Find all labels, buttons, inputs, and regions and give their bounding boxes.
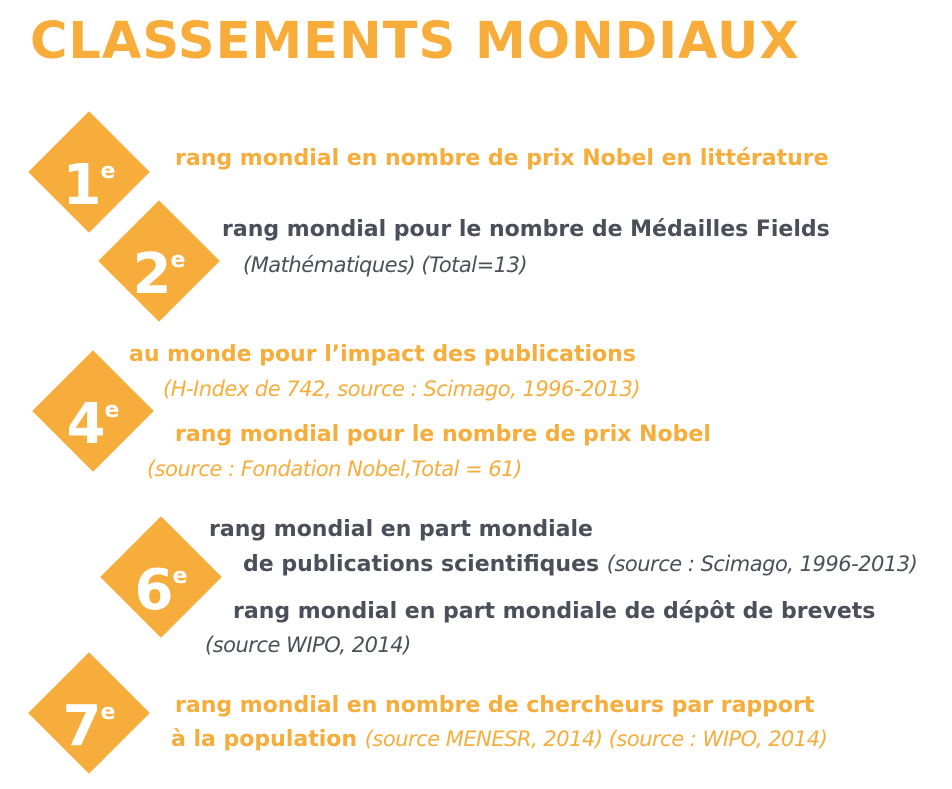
rank-4-line-3: rang mondial pour le nombre de prix Nobel (175, 422, 711, 447)
rank-4-diamond (32, 350, 154, 472)
rank-6-line-1: rang mondial en part mondiale (209, 517, 593, 542)
rank-7-diamond (28, 652, 150, 774)
rank-6-diamond (100, 516, 222, 638)
rank-4-line-4: (source : Fondation Nobel,Total = 61) (147, 457, 522, 481)
rank-6-line-2: de publications scientifiques (source : Scimago, 1996-2013) (243, 552, 918, 577)
rank-4-line-2: (H-Index de 742, source : Scimago, 1996-2013) (163, 377, 641, 401)
rank-number: 1e (62, 153, 116, 218)
rank-4-line-1: au monde pour l’impact des publications (129, 342, 636, 367)
rank-6-line-3: rang mondial en part mondiale de dépôt de brevets (233, 599, 876, 624)
rank-2-line-2: (Mathématiques) (Total=13) (243, 253, 528, 277)
rank-number: 4e (66, 392, 120, 457)
rank-number: 7e (62, 694, 116, 759)
rank-number: 2e (132, 242, 186, 307)
page-title: CLASSEMENTS MONDIAUX (30, 12, 800, 71)
rank-2-line-1: rang mondial pour le nombre de Médailles Fields (222, 217, 830, 242)
rank-7-line-1: rang mondial en nombre de chercheurs par rapport (175, 693, 815, 718)
rank-2-diamond (98, 200, 220, 322)
rank-1-line-1: rang mondial en nombre de prix Nobel en littérature (175, 146, 829, 171)
rank-6-line-4: (source WIPO, 2014) (205, 633, 411, 657)
rank-7-line-2: à la population (source MENESR, 2014) (source : WIPO, 2014) (171, 727, 828, 752)
rank-number: 6e (134, 558, 188, 623)
